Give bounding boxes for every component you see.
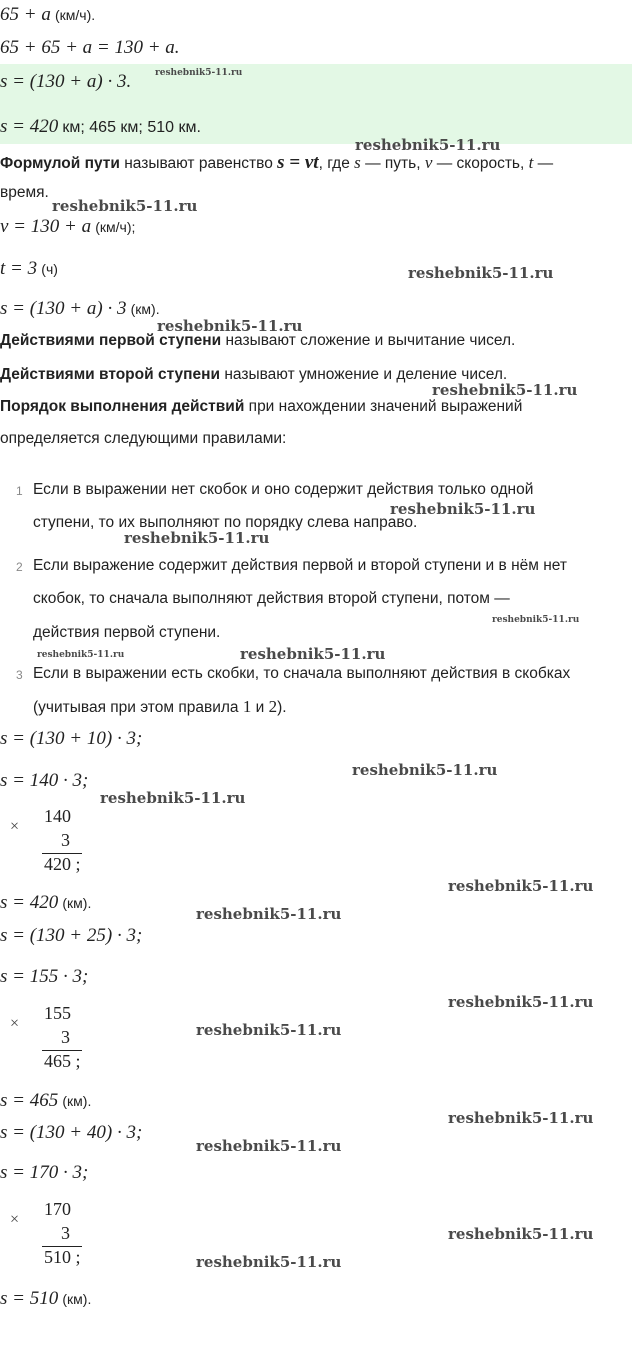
calc-answer: s = 465 (км). bbox=[0, 1090, 92, 1111]
watermark: reshebnik5-11.ru bbox=[240, 645, 386, 663]
watermark: reshebnik5-11.ru bbox=[492, 615, 580, 625]
line-s-formula: s = (130 + a) · 3. bbox=[0, 71, 132, 92]
watermark: reshebnik5-11.ru bbox=[157, 317, 303, 335]
multiply-icon: × bbox=[10, 1015, 20, 1032]
watermark: reshebnik5-11.ru bbox=[355, 136, 501, 154]
calc-expression: s = (130 + 40) · 3; bbox=[0, 1122, 143, 1143]
watermark: reshebnik5-11.ru bbox=[352, 761, 498, 779]
watermark: reshebnik5-11.ru bbox=[196, 1253, 342, 1271]
definition-path-formula: Формулой пути называют равенство s = vt, где s — путь, v — скорость, t — bbox=[0, 152, 554, 173]
watermark: reshebnik5-11.ru bbox=[432, 381, 578, 399]
calc-answer: s = 510 (км). bbox=[0, 1288, 92, 1309]
watermark: reshebnik5-11.ru bbox=[196, 1021, 342, 1039]
watermark: reshebnik5-11.ru bbox=[448, 1109, 594, 1127]
line-speed-sum: 65 + a (км/ч). bbox=[0, 4, 96, 25]
watermark: reshebnik5-11.ru bbox=[196, 1137, 342, 1155]
line-sum-equation: 65 + 65 + a = 130 + a. bbox=[0, 37, 180, 58]
order-of-operations-line2: определяется следующими правилами: bbox=[0, 430, 287, 447]
multiply-icon: × bbox=[10, 1211, 20, 1228]
column-multiplication: × 155 3 465 ; bbox=[10, 1003, 81, 1071]
column-multiplication: × 140 3 420 ; bbox=[10, 806, 81, 874]
calc-expression: s = (130 + 25) · 3; bbox=[0, 925, 143, 946]
definition-path-line2: время. bbox=[0, 184, 49, 201]
watermark: reshebnik5-11.ru bbox=[155, 68, 243, 78]
calc-expression: s = (130 + 10) · 3; bbox=[0, 728, 143, 749]
order-of-operations-title: Порядок выполнения действий при нахождении значений выражений bbox=[0, 398, 523, 415]
calc-answer: s = 420 (км). bbox=[0, 892, 92, 913]
watermark: reshebnik5-11.ru bbox=[448, 1225, 594, 1243]
watermark: reshebnik5-11.ru bbox=[390, 500, 536, 518]
watermark: reshebnik5-11.ru bbox=[448, 877, 594, 895]
calc-step: s = 140 · 3; bbox=[0, 770, 89, 791]
watermark: reshebnik5-11.ru bbox=[408, 264, 554, 282]
column-multiplication: × 170 3 510 ; bbox=[10, 1199, 81, 1267]
formula-t: t = 3 (ч) bbox=[0, 258, 58, 279]
watermark: reshebnik5-11.ru bbox=[124, 529, 270, 547]
formula-s: s = (130 + a) · 3 (км). bbox=[0, 298, 160, 319]
multiply-icon: × bbox=[10, 818, 20, 835]
definition-second-step: Действиями второй ступени называют умножение и деление чисел. bbox=[0, 366, 508, 383]
formula-v: v = 130 + a (км/ч); bbox=[0, 216, 136, 237]
calc-step: s = 155 · 3; bbox=[0, 966, 89, 987]
watermark: reshebnik5-11.ru bbox=[448, 993, 594, 1011]
watermark: reshebnik5-11.ru bbox=[100, 789, 246, 807]
calc-step: s = 170 · 3; bbox=[0, 1162, 89, 1183]
definition-first-step: Действиями первой ступени называют сложение и вычитание чисел. bbox=[0, 332, 516, 349]
line-s-answers: s = 420 км; 465 км; 510 км. bbox=[0, 116, 201, 137]
watermark: reshebnik5-11.ru bbox=[37, 650, 125, 660]
watermark: reshebnik5-11.ru bbox=[52, 197, 198, 215]
watermark: reshebnik5-11.ru bbox=[196, 905, 342, 923]
